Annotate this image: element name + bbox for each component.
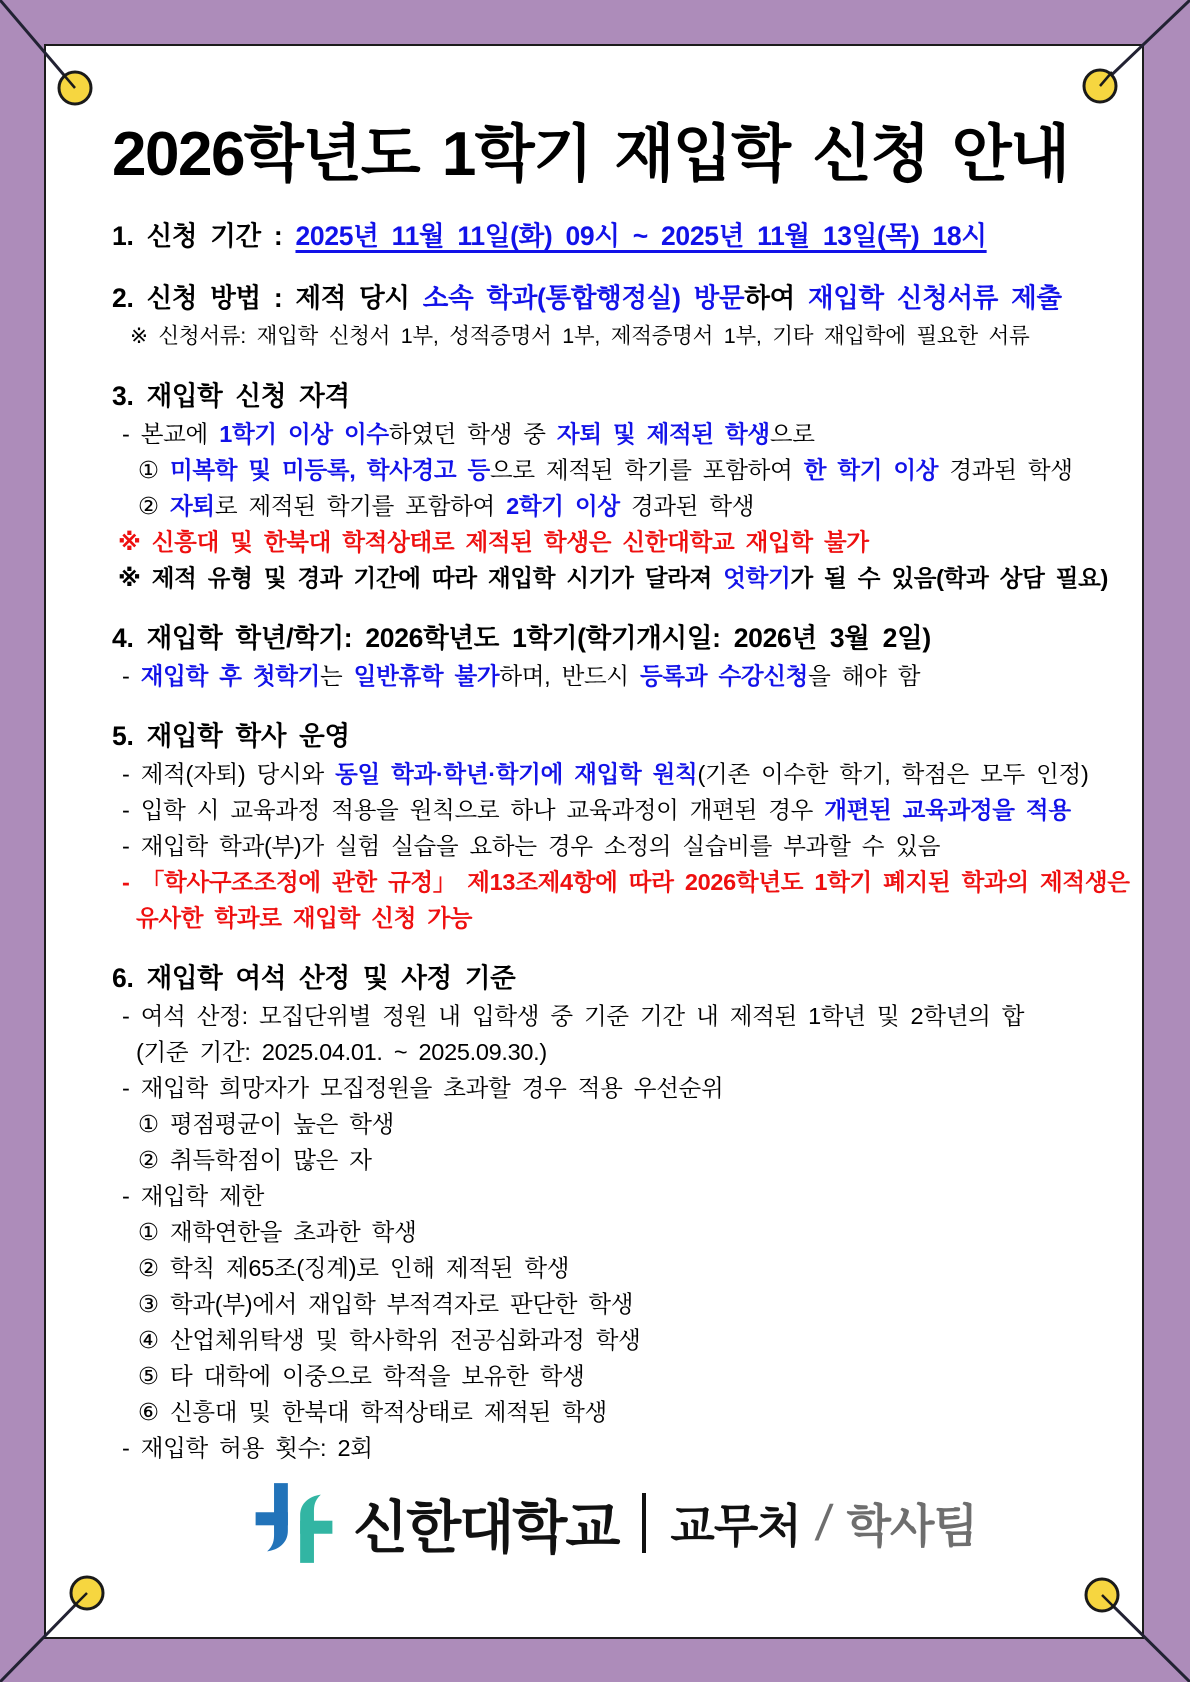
text-segment: 한 학기 이상: [803, 457, 939, 484]
text-segment: 유사한 학과로 재입학 신청 가능: [136, 905, 473, 932]
team-name: 학사팀: [846, 1500, 977, 1553]
text-segment: ④ 산업체위탁생 및 학사학위 전공심화과정 학생: [138, 1327, 641, 1354]
s5-item-4-red-cont: [112, 900, 1116, 936]
text-segment: 으로: [769, 421, 815, 448]
s3-warning-black: [112, 560, 1116, 596]
office-name: 교무처: [670, 1500, 801, 1553]
text-segment: 가 될 수 있음(학과 상담 필요): [790, 565, 1109, 592]
text-segment: ①: [138, 457, 170, 484]
s6-priority-1: [112, 1106, 1116, 1142]
text-segment: - 재입학 학과(부)가 실험 실습을 요하는 경우 소정의 실습비를 부과할 수 있음: [122, 833, 941, 860]
s3-item-main: [112, 416, 1116, 452]
text-segment: 을 해야 함: [808, 663, 921, 690]
s6-item-seat-cont: [112, 1034, 1116, 1070]
text-segment: - 제적(자퇴) 당시와: [122, 761, 336, 788]
text-segment: 자퇴 및 제적된 학생: [556, 421, 770, 448]
text-segment: ② 취득학점이 많은 자: [138, 1147, 372, 1174]
text-segment: 2025년 11월 11일(화) 09시 ~ 2025년 11월 13일(목) 18시: [295, 221, 987, 252]
divider-bar: [642, 1493, 646, 1553]
text-segment: 미복학 및 미등록, 학사경고 등: [170, 457, 490, 484]
s5-item-3: [112, 828, 1116, 864]
text-segment: 2. 신청 방법 : 제적 당시: [112, 283, 423, 314]
slash-separator: /: [812, 1495, 835, 1552]
s4-item-main: [112, 658, 1116, 694]
text-segment: -: [122, 869, 141, 896]
text-segment: 소속 학과(통합행정실) 방문: [422, 283, 745, 314]
s6-restriction-4: [112, 1322, 1116, 1358]
s1-heading: [112, 216, 1116, 256]
notice-paper: [44, 44, 1144, 1639]
text-segment: ※ 제적 유형 및 경과 기간에 따라 재입학 시기가 달라져: [118, 565, 724, 592]
text-segment: -: [122, 663, 141, 690]
s4-heading: [112, 618, 1116, 658]
s6-item-count: [112, 1430, 1116, 1466]
academic-operation-section: [112, 716, 1130, 936]
s2-heading: [112, 278, 1116, 318]
text-segment: ③ 학과(부)에서 재입학 부적격자로 판단한 학생: [138, 1291, 634, 1318]
text-segment: 하여: [744, 283, 808, 314]
text-segment: (기준 기간: 2025.04.01. ~ 2025.09.30.): [136, 1039, 547, 1066]
s5-item-1: [112, 756, 1116, 792]
text-segment: - 본교에: [122, 421, 220, 448]
text-segment: 5. 재입학 학사 운영: [112, 721, 350, 752]
text-segment: 「학사구조조정에 관한 규정」 제13조제4항에 따라 2026학년도 1학기 폐지된 학과의 제적생은: [140, 869, 1130, 896]
s6-item-seat: [112, 998, 1116, 1034]
eligibility-section: [112, 376, 1116, 596]
s6-heading: [112, 958, 1116, 998]
text-segment: 엇학기: [723, 565, 791, 592]
seat-criteria-section: [112, 958, 1116, 1466]
s6-item-restriction: [112, 1178, 1116, 1214]
text-segment: ⑤ 타 대학에 이중으로 학적을 보유한 학생: [138, 1363, 585, 1390]
text-segment: 등록과 수강신청: [640, 663, 809, 690]
text-segment: 4. 재입학 학년/학기: 2026학년도 1학기(학기개시일: 2026년 3월 2일): [112, 623, 931, 654]
readmission-semester-section: [112, 618, 1116, 694]
notice-content: [46, 46, 1142, 1564]
apply-method-section: [112, 278, 1116, 354]
s6-restriction-1: [112, 1214, 1116, 1250]
text-segment: - 재입학 희망자가 모집정원을 초과할 경우 적용 우선순위: [122, 1075, 724, 1102]
text-segment: - 여석 산정: 모집단위별 정원 내 입학생 중 기준 기간 내 제적된 1학년 및 2학년의 합: [122, 1003, 1025, 1030]
footer-logo-row: [112, 1482, 1116, 1564]
apply-period-section: [112, 216, 1116, 256]
text-segment: 1. 신청 기간 :: [112, 221, 296, 252]
text-segment: 개편된 교육과정을 적용: [824, 797, 1071, 824]
text-segment: - 입학 시 교육과정 적용을 원칙으로 하나 교육과정이 개편된 경우: [122, 797, 825, 824]
text-segment: ② 학칙 제65조(징계)로 인해 제적된 학생: [138, 1255, 570, 1282]
text-segment: 2학기 이상: [506, 493, 620, 520]
s6-restriction-6: [112, 1394, 1116, 1430]
s5-heading: [112, 716, 1116, 756]
text-segment: ⑥ 신흥대 및 한북대 학적상태로 제적된 학생: [138, 1399, 607, 1426]
text-segment: 하며, 반드시: [499, 663, 641, 690]
s5-item-4-red: [112, 864, 1130, 900]
s6-restriction-3: [112, 1286, 1116, 1322]
text-segment: 자퇴: [170, 493, 215, 520]
text-segment: ②: [138, 493, 170, 520]
document-sections: [112, 216, 1130, 1466]
s6-priority-2: [112, 1142, 1116, 1178]
text-segment: (기존 이수한 학기, 학점은 모두 인정): [697, 761, 1089, 788]
s6-restriction-2: [112, 1250, 1116, 1286]
university-name: 신한대학교: [353, 1496, 619, 1561]
text-segment: 하였던 학생 중: [388, 421, 557, 448]
text-segment: ※ 신청서류: 재입학 신청서 1부, 성적증명서 1부, 제적증명서 1부, 기타 재입학에 필요한 서류: [130, 324, 1030, 349]
text-segment: 3. 재입학 신청 자격: [112, 381, 350, 412]
text-segment: 6. 재입학 여석 산정 및 사정 기준: [112, 963, 516, 994]
text-segment: - 재입학 제한: [122, 1183, 264, 1210]
text-segment: 재입학 신청서류 제출: [807, 283, 1062, 314]
s5-item-2: [112, 792, 1116, 828]
text-segment: 로 제적된 학기를 포함하여: [214, 493, 507, 520]
text-segment: 일반휴학 불가: [353, 663, 500, 690]
text-segment: 경과된 학생: [619, 493, 755, 520]
shinhan-university-logo-icon: [251, 1482, 337, 1564]
s3-item-1: [112, 452, 1116, 488]
text-segment: ※ 신흥대 및 한북대 학적상태로 제적된 학생은 신한대학교 재입학 불가: [118, 529, 869, 556]
text-segment: 으로 제적된 학기를 포함하여: [489, 457, 804, 484]
page-title: 2026학년도 1학기 재입학 신청 안내: [112, 120, 1069, 189]
text-segment: 동일 학과·학년·학기에 재입학 원칙: [335, 761, 698, 788]
s2-note-documents: [112, 318, 1116, 354]
text-segment: ① 평점평균이 높은 학생: [138, 1111, 395, 1138]
s6-restriction-5: [112, 1358, 1116, 1394]
s3-heading: [112, 376, 1116, 416]
text-segment: ① 재학연한을 초과한 학생: [138, 1219, 417, 1246]
text-segment: 1학기 이상 이수: [219, 421, 389, 448]
text-segment: 는: [320, 663, 354, 690]
s3-warning-red: [112, 524, 1116, 560]
text-segment: 경과된 학생: [938, 457, 1073, 484]
text-segment: 재입학 후 첫학기: [140, 663, 321, 690]
text-segment: - 재입학 허용 횟수: 2회: [122, 1435, 373, 1462]
s6-item-priority: [112, 1070, 1116, 1106]
s3-item-2: [112, 488, 1116, 524]
